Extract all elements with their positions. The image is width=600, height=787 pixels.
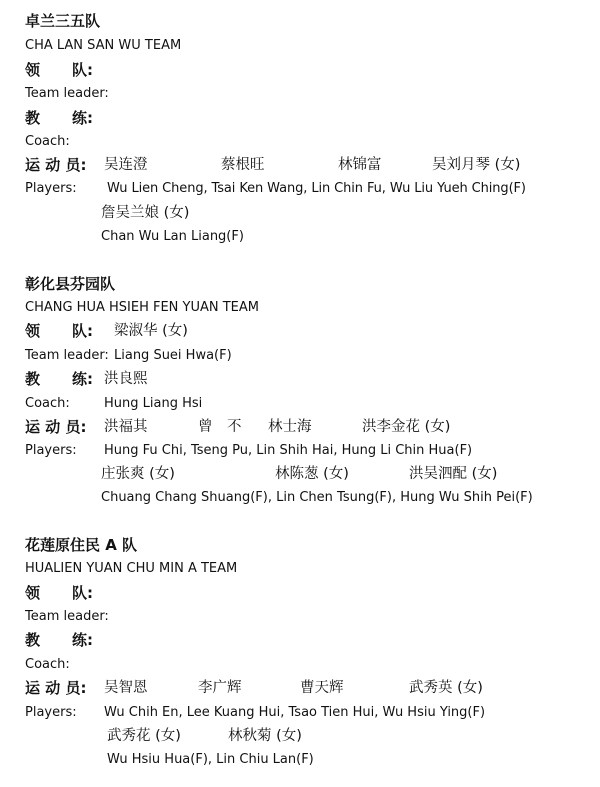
players-list-en: Chuang Chang Shuang(F), Lin Chen Tsung(F), Hung Wu Shih Pei(F) xyxy=(101,490,533,505)
player-name-zh: 林秋菊 (女) xyxy=(228,728,302,744)
player-name-zh: 吴连澄 xyxy=(104,157,148,173)
leader-name-zh: 梁淑华 (女) xyxy=(114,323,188,339)
player-name-zh: 曾 不 xyxy=(198,419,242,435)
players-list-en: Wu Lien Cheng, Tsai Ken Wang, Lin Chin Fu, Wu Liu Yueh Ching(F) xyxy=(107,181,526,196)
players-list-en: Wu Hsiu Hua(F), Lin Chiu Lan(F) xyxy=(107,752,314,767)
leader-label-zh: 领 队: xyxy=(25,584,94,602)
players-list-en: Chan Wu Lan Liang(F) xyxy=(101,229,244,244)
player-name-zh: 庄张爽 (女) xyxy=(101,466,175,482)
coach-name-en: Hung Liang Hsi xyxy=(104,396,203,411)
players-list-en: Hung Fu Chi, Tseng Pu, Lin Shih Hai, Hung Li Chin Hua(F) xyxy=(104,443,473,458)
coach-label-zh: 教 练: xyxy=(25,109,94,127)
leader-label-zh: 领 队: xyxy=(25,61,94,79)
team-name-en: CHANG HUA HSIEH FEN YUAN TEAM xyxy=(25,300,259,315)
coach-label-en: Coach: xyxy=(25,396,70,411)
leader-label-en: Team leader: xyxy=(25,86,109,101)
player-name-zh: 洪吴泗配 (女) xyxy=(409,466,498,482)
player-name-zh: 林陈葱 (女) xyxy=(275,466,349,482)
team-name-zh: 彰化县芬园队 xyxy=(25,275,116,293)
player-name-zh: 李广辉 xyxy=(198,680,242,696)
team-name-zh: 卓兰三五队 xyxy=(25,12,101,30)
coach-label-zh: 教 练: xyxy=(25,370,94,388)
players-label-zh: 运 动 员: xyxy=(25,156,87,174)
player-name-zh: 蔡根旺 xyxy=(221,157,265,173)
team-name-en: HUALIEN YUAN CHU MIN A TEAM xyxy=(25,561,238,576)
players-label-en: Players: xyxy=(25,705,77,720)
coach-label-zh: 教 练: xyxy=(25,631,94,649)
player-name-zh: 林锦富 xyxy=(338,157,382,173)
coach-label-en: Coach: xyxy=(25,657,70,672)
leader-label-zh: 领 队: xyxy=(25,322,94,340)
leader-label-en: Team leader: xyxy=(25,348,109,363)
team-name-zh: 花莲原住民 A 队 xyxy=(25,536,138,554)
player-name-zh: 吴智恩 xyxy=(104,680,148,696)
player-name-zh: 曹天辉 xyxy=(300,680,344,696)
coach-name-zh: 洪良熙 xyxy=(104,371,148,387)
player-name-zh: 洪李金花 (女) xyxy=(362,419,451,435)
players-list-en: Wu Chih En, Lee Kuang Hui, Tsao Tien Hui, Wu Hsiu Ying(F) xyxy=(104,705,486,720)
players-label-en: Players: xyxy=(25,181,77,196)
player-name-zh: 武秀花 (女) xyxy=(107,728,181,744)
players-label-zh: 运 动 员: xyxy=(25,418,87,436)
team-name-en: CHA LAN SAN WU TEAM xyxy=(25,38,182,53)
player-name-zh: 詹吴兰娘 (女) xyxy=(101,205,190,221)
coach-label-en: Coach: xyxy=(25,134,70,149)
player-name-zh: 武秀英 (女) xyxy=(409,680,483,696)
players-label-zh: 运 动 员: xyxy=(25,679,87,697)
leader-label-en: Team leader: xyxy=(25,609,109,624)
leader-name-en: Liang Suei Hwa(F) xyxy=(114,348,232,363)
player-name-zh: 林士海 xyxy=(268,419,312,435)
players-label-en: Players: xyxy=(25,443,77,458)
player-name-zh: 洪福其 xyxy=(104,419,148,435)
player-name-zh: 吴刘月琴 (女) xyxy=(432,157,521,173)
